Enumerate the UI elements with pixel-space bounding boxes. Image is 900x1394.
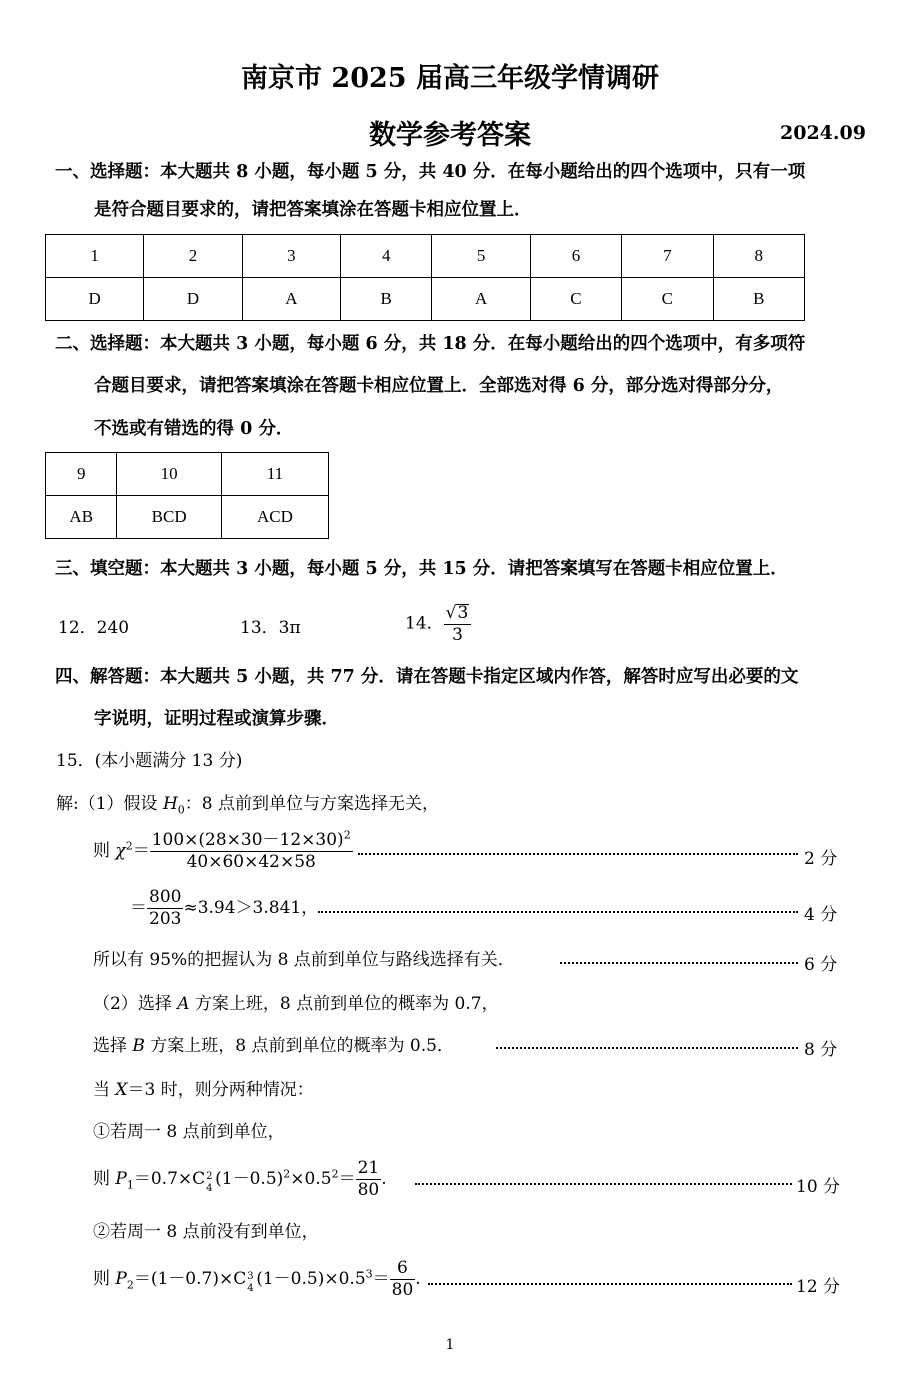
table-cell: 10 xyxy=(117,453,221,496)
fraction xyxy=(444,604,472,644)
subscript: 4 xyxy=(247,1283,254,1294)
table-cell: 4 xyxy=(341,235,432,278)
subscript: 4 xyxy=(206,1183,213,1194)
text: . xyxy=(381,1169,387,1189)
fraction-denominator: 3 xyxy=(452,625,463,645)
section2-line3: 不选或有错选的得 0 分． xyxy=(94,419,294,439)
table-cell: 8 xyxy=(713,235,804,278)
fraction xyxy=(390,1260,416,1299)
answer-table-2 xyxy=(45,452,329,539)
table-cell: ACD xyxy=(221,496,328,539)
table-cell: 7 xyxy=(622,235,713,278)
section1-line2: 是符合题目要求的，请把答案填涂在答题卡相应位置上． xyxy=(94,200,532,220)
dotted-leader xyxy=(415,1183,792,1185)
score-label: 4 分 xyxy=(804,905,838,925)
text: ＝(1－0.7)×C xyxy=(133,1269,247,1289)
dotted-leader xyxy=(318,911,798,913)
answer-q12: 12．240 xyxy=(58,618,130,638)
q15-line6 xyxy=(93,1035,454,1057)
superscript: 2 xyxy=(343,828,351,842)
answer-table-1-answer-row xyxy=(46,278,805,321)
text: (1－0.5) xyxy=(215,1169,284,1189)
fraction-numerator xyxy=(150,828,353,852)
text: ＝ xyxy=(132,841,150,861)
math-var: A xyxy=(177,994,190,1014)
fraction-numerator: 21 xyxy=(357,1158,380,1178)
text: ：8 点前到单位与方案选择无关， xyxy=(184,794,440,814)
text: . xyxy=(415,1269,421,1289)
answer-table-2-answer-row xyxy=(46,496,329,539)
section2-line2: 合题目要求，请把答案填涂在答题卡相应位置上．全部选对得 6 分，部分选对得部分分， xyxy=(94,376,784,396)
q15-line10: ②若周一 8 点前没有到单位， xyxy=(93,1222,319,1242)
score-label: 10 分 xyxy=(796,1177,841,1197)
math-var: B xyxy=(132,1036,145,1056)
table-cell: 1 xyxy=(46,235,144,278)
subscript: 1 xyxy=(126,1178,134,1192)
fraction-numerator: √3 xyxy=(444,604,472,625)
text: ＝ xyxy=(338,1169,356,1189)
table-cell: 6 xyxy=(530,235,621,278)
fraction-denominator: 80 xyxy=(357,1180,380,1200)
math-var: P xyxy=(115,1269,127,1289)
text: ×0.5 xyxy=(290,1169,332,1189)
superscript: 2 xyxy=(206,1171,213,1182)
table-cell: B xyxy=(341,278,432,321)
text: 当 xyxy=(93,1080,116,1100)
math-var: P xyxy=(115,1169,127,1189)
fraction-denominator: 40×60×42×58 xyxy=(186,852,316,872)
fraction xyxy=(150,828,353,872)
text: ≈3.94＞3.841， xyxy=(183,898,319,918)
superscript: 3 xyxy=(365,1267,373,1281)
dotted-leader xyxy=(428,1283,792,1285)
table-cell: D xyxy=(46,278,144,321)
q15-line11 xyxy=(93,1260,421,1299)
score-label: 6 分 xyxy=(804,955,838,975)
dotted-leader xyxy=(496,1047,798,1049)
page-title: 南京市 2025 届高三年级学情调研 xyxy=(241,63,659,94)
q15-line1 xyxy=(56,793,439,815)
math-var: χ xyxy=(115,841,126,861)
q15-line4: 所以有 95%的把握认为 8 点前到单位与路线选择有关． xyxy=(93,950,515,970)
superscript: 2 xyxy=(331,1167,339,1181)
text: （2）选择 xyxy=(93,994,178,1014)
combination-indices xyxy=(246,1271,256,1294)
fraction xyxy=(147,889,183,928)
superscript: 3 xyxy=(247,1271,254,1282)
q15-line7 xyxy=(93,1079,314,1101)
text: 则 xyxy=(93,1169,116,1189)
score-label: 12 分 xyxy=(796,1277,841,1297)
table-cell: AB xyxy=(46,496,117,539)
text: 方案上班，8 点前到单位的概率为 0.5． xyxy=(144,1036,454,1056)
subscript: 2 xyxy=(126,1278,134,1292)
table-cell: A xyxy=(432,278,530,321)
section1-line1: 一、选择题：本大题共 8 小题，每小题 5 分，共 40 分．在每小题给出的四个选项中，只有一项 xyxy=(55,162,806,182)
subscript: 0 xyxy=(177,803,185,817)
text: 解:（1）假设 xyxy=(56,794,163,814)
table-cell: 2 xyxy=(144,235,242,278)
q15-line2 xyxy=(93,828,353,872)
page-subtitle: 数学参考答案 xyxy=(369,120,531,151)
answer-q13: 13．3π xyxy=(240,618,301,638)
superscript: 2 xyxy=(283,1167,291,1181)
text: ＝ xyxy=(372,1269,390,1289)
text: 则 xyxy=(93,841,116,861)
table-cell: BCD xyxy=(117,496,221,539)
section4-line2: 字说明，证明过程或演算步骤． xyxy=(94,709,339,729)
table-cell: 9 xyxy=(46,453,117,496)
fraction-numerator: 6 xyxy=(390,1260,416,1280)
document-date: 2024.09 xyxy=(780,122,866,144)
text: 则 xyxy=(93,1269,116,1289)
table-cell: 5 xyxy=(432,235,530,278)
text: ＝3 时，则分两种情况： xyxy=(127,1080,314,1100)
table-cell: A xyxy=(242,278,340,321)
sqrt-radicand: 3 xyxy=(457,603,469,623)
table-cell: 3 xyxy=(242,235,340,278)
answer-table-2-header-row xyxy=(46,453,329,496)
q15-line8: ①若周一 8 点前到单位， xyxy=(93,1122,285,1142)
answer-q14-label: 14． xyxy=(405,613,444,634)
superscript: 2 xyxy=(125,839,133,853)
text: 选择 xyxy=(93,1036,133,1056)
text: ＝0.7×C xyxy=(133,1169,206,1189)
math-var: H xyxy=(162,794,178,814)
section4-line1: 四、解答题：本大题共 5 小题，共 77 分．请在答题卡指定区域内作答，解答时应写出必要的文 xyxy=(55,667,799,687)
fraction-denominator: 80 xyxy=(391,1280,414,1300)
dotted-leader xyxy=(358,853,798,855)
text: 100×(28×30－12×30) xyxy=(151,830,344,850)
answer-table-1-header-row xyxy=(46,235,805,278)
section3-line1: 三、填空题：本大题共 3 小题，每小题 5 分，共 15 分．请把答案填写在答题卡相应位置上． xyxy=(55,559,788,579)
q15-heading: 15．(本小题满分 13 分) xyxy=(56,751,243,771)
fraction-denominator: 203 xyxy=(149,909,182,929)
fraction-numerator: 800 xyxy=(149,887,182,907)
answer-table-1 xyxy=(45,234,805,321)
table-cell: D xyxy=(144,278,242,321)
fraction xyxy=(356,1160,382,1199)
text: 方案上班，8 点前到单位的概率为 0.7， xyxy=(189,994,499,1014)
q15-line9 xyxy=(93,1160,387,1199)
text: ＝ xyxy=(130,898,147,918)
score-label: 8 分 xyxy=(804,1040,838,1060)
combination-indices xyxy=(205,1171,215,1194)
math-var: X xyxy=(115,1080,128,1100)
page-number: 1 xyxy=(445,1337,455,1353)
q15-line5 xyxy=(93,993,499,1015)
dotted-leader xyxy=(560,962,798,964)
score-label: 2 分 xyxy=(804,849,838,869)
section2-line1: 二、选择题：本大题共 3 小题，每小题 6 分，共 18 分．在每小题给出的四个选项中，有多项符 xyxy=(55,334,806,354)
table-cell: B xyxy=(713,278,804,321)
text: (1－0.5)×0.5 xyxy=(256,1269,366,1289)
q15-line3 xyxy=(130,889,318,928)
table-cell: C xyxy=(530,278,621,321)
table-cell: C xyxy=(622,278,713,321)
table-cell: 11 xyxy=(221,453,328,496)
answer-q14 xyxy=(405,604,471,644)
